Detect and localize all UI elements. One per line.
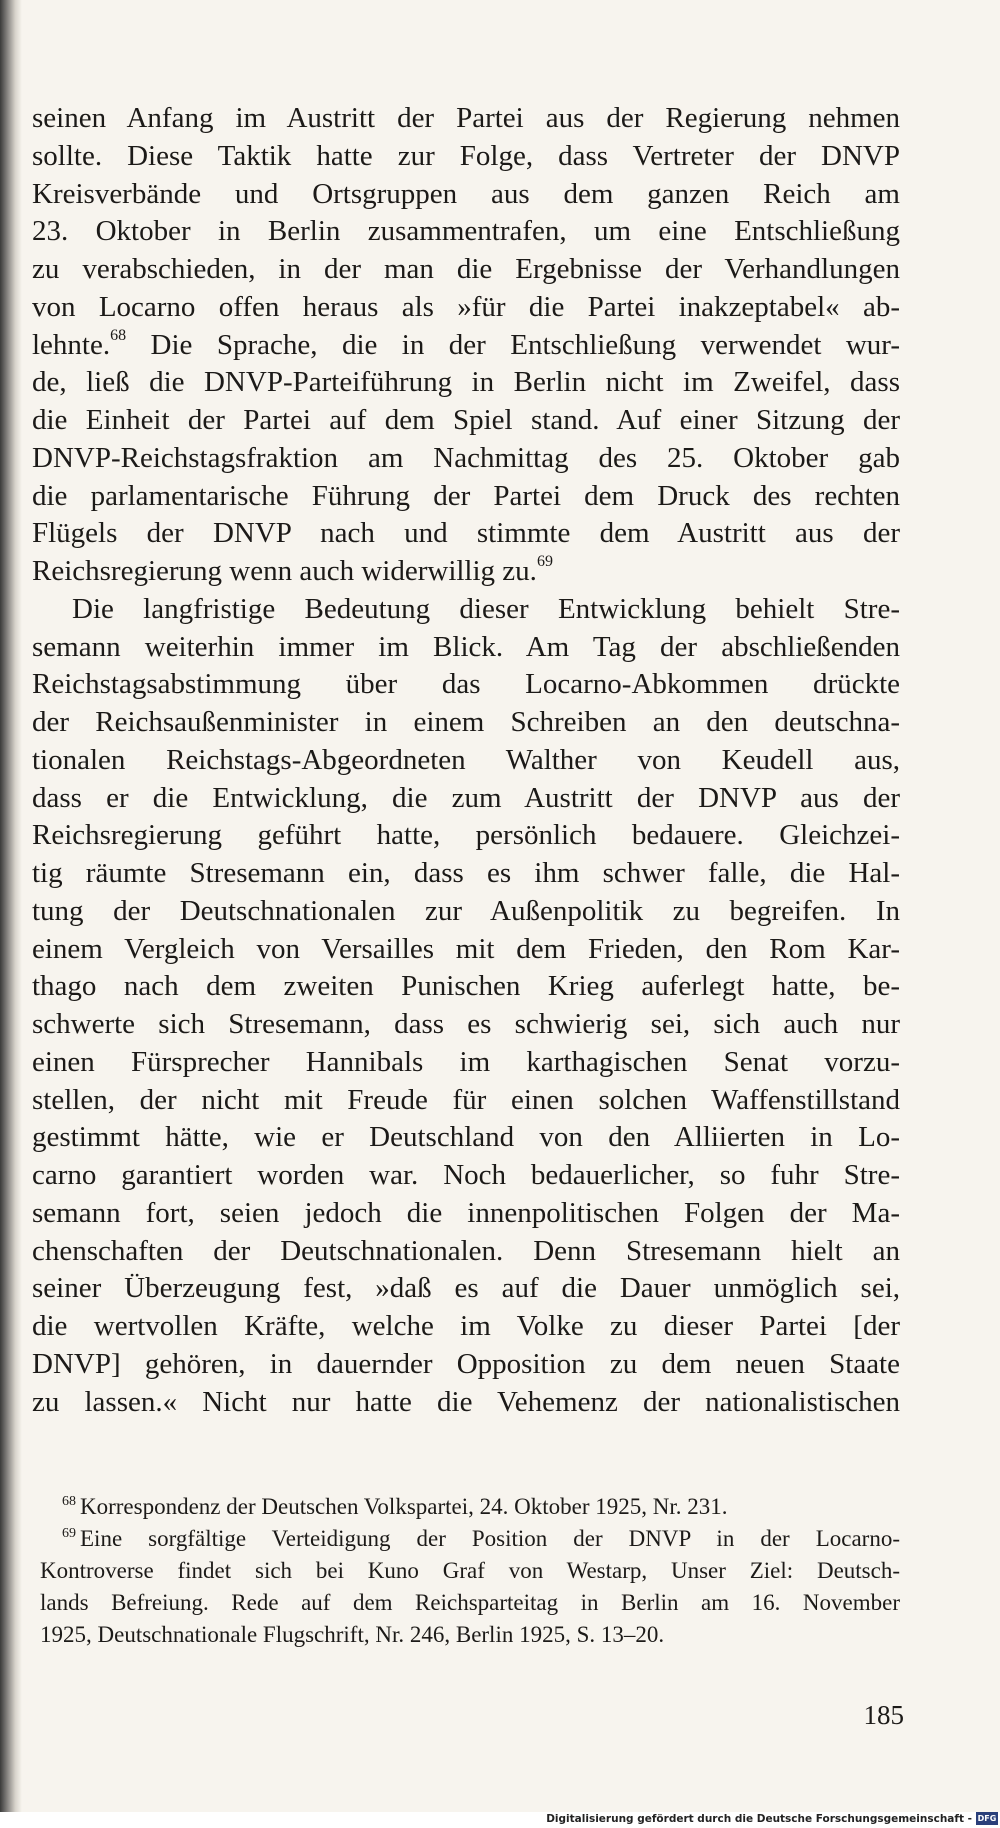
text-line: stellen, der nicht mit Freude für einen solchen Waffenstillstand — [32, 1083, 900, 1116]
text-line: einem Vergleich von Versailles mit dem Frieden, den Rom Kar- — [32, 932, 900, 965]
text-line: die parlamentarische Führung der Partei dem Druck des rechten — [32, 479, 900, 512]
text-line: carno garantiert worden war. Noch bedauerlicher, so fuhr Stre- — [32, 1159, 900, 1191]
text-line: de, ließ die DNVP-Parteiführung in Berlin nicht im Zweifel, dass — [32, 366, 900, 399]
text-line: die wertvollen Kräfte, welche im Volke zu dieser Partei [der — [32, 1310, 900, 1342]
text-line — [32, 591, 900, 629]
text-line: dass er die Entwicklung, die zum Austritt der DNVP aus der — [32, 781, 900, 814]
page-number: 185 — [863, 1700, 904, 1730]
text-line: DNVP-Reichstagsfraktion am Nachmittag des 25. Oktober gab — [32, 441, 900, 474]
text-line: gestimmt hätte, wie er Deutschland von den Alliierten in Lo- — [32, 1121, 900, 1154]
text-line: thago nach dem zweiten Punischen Krieg auferlegt hatte, be- — [32, 970, 900, 1003]
text-line: tig räumte Stresemann ein, dass es ihm schwer falle, die Hal- — [32, 857, 900, 889]
text-line — [32, 327, 900, 365]
footnote-number: 68 — [62, 1494, 76, 1509]
footnote-reference[interactable]: 68 — [110, 326, 127, 344]
dfg-logo: DFG — [977, 1814, 997, 1823]
text-run: Die Sprache, die in der Entschließung verwendet wur- — [126, 328, 900, 361]
body-text — [32, 100, 900, 1421]
text-run: Die langfristige Bedeutung dieser Entwicklung behielt Stre- — [72, 592, 900, 625]
text-run: Reichsregierung wenn auch widerwillig zu. — [32, 555, 537, 587]
text-line: einen Fürsprecher Hannibals im karthagischen Senat vorzu- — [32, 1045, 900, 1078]
footnote-line — [40, 1523, 900, 1555]
text-line: sollte. Diese Taktik hatte zur Folge, dass Vertreter der DNVP — [32, 139, 900, 172]
footnote-text: lands Befreiung. Rede auf dem Reichsparteitag in Berlin am 16. November — [40, 1590, 900, 1615]
footnote-line — [40, 1491, 900, 1523]
text-line: Kreisverbände und Ortsgruppen aus dem ganzen Reich am — [32, 177, 900, 210]
footnote-text: Kontroverse findet sich bei Kuno Graf von Westarp, Unser Ziel: Deutsch- — [40, 1558, 900, 1583]
text-line: DNVP] gehören, in dauernder Opposition zu dem neuen Staate — [32, 1347, 900, 1380]
text-line: Reichstagsabstimmung über das Locarno-Abkommen drückte — [32, 668, 900, 701]
text-line: seiner Überzeugung fest, »daß es auf die Dauer unmöglich sei, — [32, 1272, 900, 1305]
text-line: Flügels der DNVP nach und stimmte dem Austritt aus der — [32, 517, 900, 550]
footnote-reference[interactable]: 69 — [536, 553, 553, 570]
text-line: tionalen Reichstags-Abgeordneten Walther von Keudell aus, — [32, 743, 900, 776]
text-line: semann weiterhin immer im Blick. Am Tag der abschließenden — [32, 630, 900, 663]
footnote-text: 1925, Deutschnationale Flugschrift, Nr. 246, Berlin 1925, S. 13–20. — [40, 1622, 665, 1647]
footnotes — [40, 1491, 900, 1651]
footnote-text: Eine sorgfältige Verteidigung der Position der DNVP in der Locarno- — [80, 1526, 900, 1551]
footnote-line — [40, 1619, 900, 1651]
text-line: schwerte sich Stresemann, dass es schwierig sei, sich auch nur — [32, 1008, 900, 1040]
digitization-note: Digitalisierung gefördert durch die Deutsche Forschungsgemeinschaft - — [546, 1813, 972, 1825]
text-line: Reichsregierung geführt hatte, persönlich bedauere. Gleichzei- — [32, 819, 900, 852]
text-line: der Reichsaußenminister in einem Schreiben an den deutschna- — [32, 706, 900, 738]
text-line: tung der Deutschnationalen zur Außenpolitik zu begreifen. In — [32, 894, 900, 927]
text-line: die Einheit der Partei auf dem Spiel stand. Auf einer Sitzung der — [32, 404, 900, 436]
text-line: zu verabschieden, in der man die Ergebnisse der Verhandlungen — [32, 253, 900, 285]
text-line: von Locarno offen heraus als »für die Partei inakzeptabel« ab- — [32, 290, 900, 323]
text-line: zu lassen.« Nicht nur hatte die Vehemenz der nationalistischen — [32, 1385, 900, 1418]
text-line: semann fort, seien jedoch die innenpolitischen Folgen der Ma- — [32, 1196, 900, 1229]
footnote-number: 69 — [62, 1526, 76, 1541]
text-line: seinen Anfang im Austritt der Partei aus der Regierung nehmen — [32, 102, 900, 134]
text-line: chenschaften der Deutschnationalen. Denn Stresemann hielt an — [32, 1234, 900, 1267]
text-line: 23. Oktober in Berlin zusammentrafen, um eine Entschließung — [32, 215, 900, 248]
footnote-text: Korrespondenz der Deutschen Volkspartei, 24. Oktober 1925, Nr. 231. — [80, 1494, 728, 1519]
footnote-line — [40, 1587, 900, 1619]
text-run: lehnte. — [32, 328, 111, 361]
footnote-line — [40, 1555, 900, 1587]
text-line — [32, 553, 900, 591]
binding-gutter-shadow — [0, 0, 22, 1828]
